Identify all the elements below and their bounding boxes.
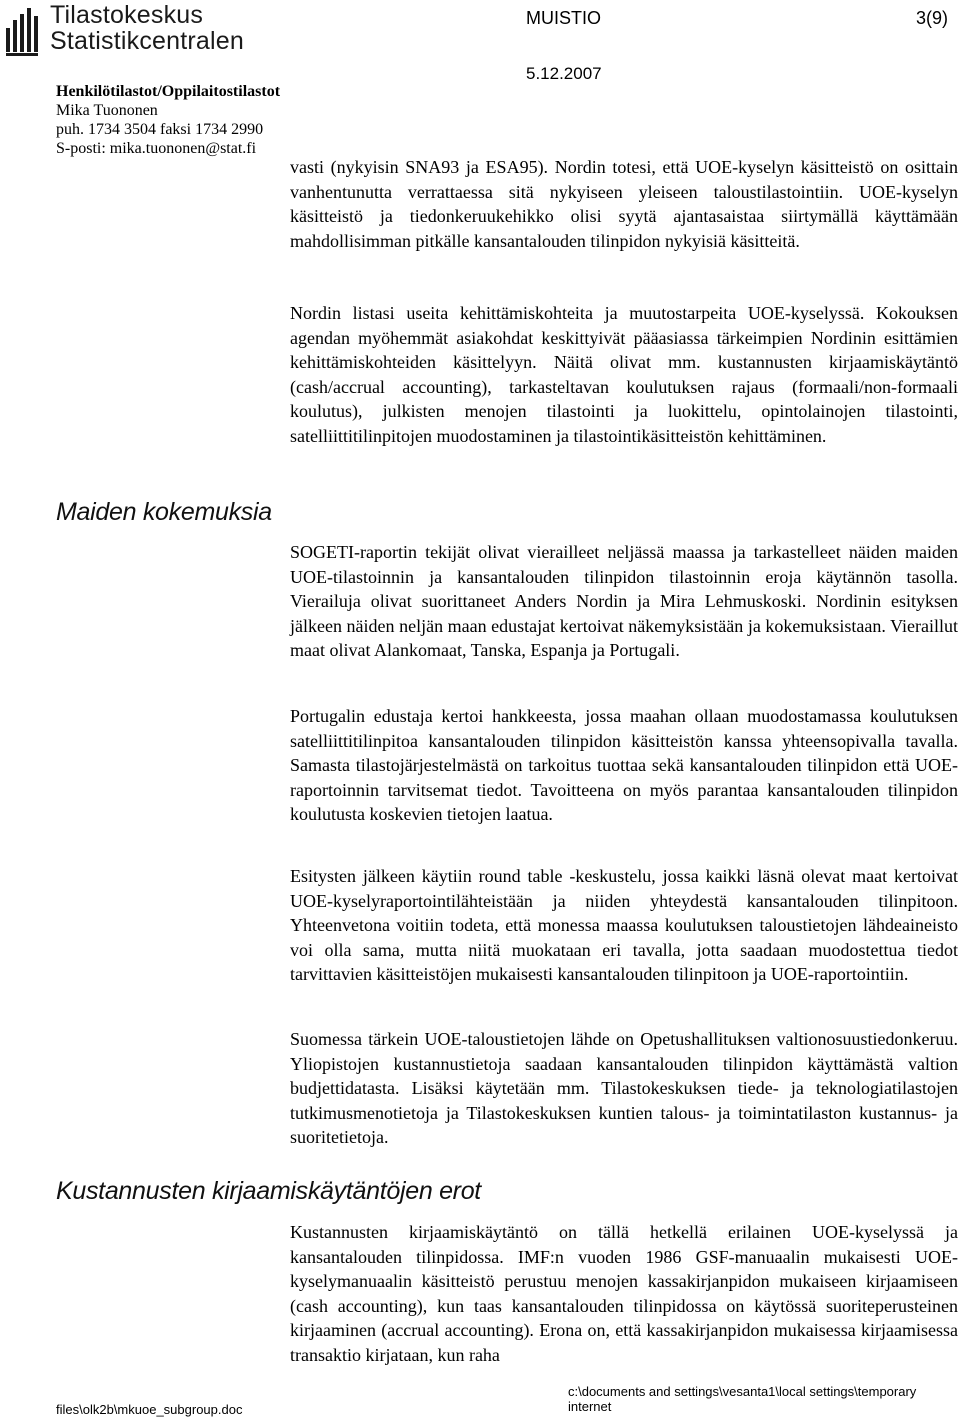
sender-department: Henkilötilastot/Oppilaitostilastot [56, 83, 281, 100]
footer-temp-path: c:\documents and settings\vesanta1\local settings\temporary internet [568, 1384, 917, 1414]
section-heading-kustannusten: Kustannusten kirjaamiskäytäntöjen erot [56, 1177, 481, 1205]
paragraph-1: vasti (nykyisin SNA93 ja ESA95). Nordin totesi, että UOE-kyselyn käsitteistö on osittain vanhentunutta verrattaessa sitä nykyiseen yleiseen taloustilastointiin. UOE-kyselyn käsitteistö ja tiedonkeruukehikko olisi syytä ajantasaistaa siirtymällä käyttämään mahdollisimman pitkälle kansantalouden tilinpidon nykyisiä käsitteitä. [290, 157, 958, 251]
sender-name: Mika Tuononen [56, 102, 158, 119]
paragraph-5: Esitysten jälkeen käytiin round table -keskustelu, jossa kaikki läsnä olevat maat kertoivat UOE-kyselyraportointilähteistään ja niiden yhteydestä kansantalouden tilinpitoon. Yhteenvetona voitiin todeta, että monessa maassa koulutuksen taloustietojen lähdeaineisto voi olla sama, mutta niitä muokataan eri tavalla, jotta saadaan muodostettua tiedot tarvittavien käsitteistöjen mukaisesti kansantalouden tilinpitoon ja UOE-raportointiin. [290, 866, 958, 985]
document-date: 5.12.2007 [526, 64, 602, 83]
paragraph-7: Kustannusten kirjaamiskäytäntö on tällä hetkellä erilainen UOE-kyselyssä ja kansantalouden tilinpidossa. IMF:n vuoden 1986 GSF-manuaalin mukaisesti UOE-kyselymanuaalin käsitteistö perustuu menojen kassakirjanpidon mukaiseen kirjaamiseen (cash accounting), kun taas kansantalouden tilinpidossa on käytössä suoriteperusteinen kirjaaminen (accrual accounting). Erona on, että kassakirjanpidon mukaisessa kirjaamisessa transaktio kirjataan, kun raha [290, 1222, 958, 1365]
document-type: MUISTIO [526, 8, 601, 28]
logo-line-1: Tilastokeskus [50, 1, 204, 29]
footer-file-path: files\olk2b\mkuoe_subgroup.doc [56, 1402, 243, 1417]
logo-line-2: Statistikcentralen [50, 27, 244, 55]
tilastokeskus-logo [4, 2, 264, 58]
sender-block [56, 82, 280, 158]
paragraph-2: Nordin listasi useita kehittämiskohteita ja muutostarpeita UOE-kyselyssä. Kokouksen agendan myöhemmät asiakohdat keskittyivät pääasiassa tärkeimpien Nordinin esittämien kehittämiskohteiden käsittelyyn. Näitä olivat mm. kustannusten kirjaamiskäytäntö (cash/accrual accounting), tarkasteltavan koulutuksen rajaus (formaali/non-formaali koulutus), julkisten menojen tilastointi ja luokittelu, opintolainojen tilastointi, satelliittitilinpitojen muodostaminen ja tilastointikäsitteistön kehittäminen. [290, 303, 958, 446]
sender-phone: puh. 1734 3504 faksi 1734 2990 [56, 121, 264, 138]
tilastokeskus-logo-icon [4, 6, 44, 58]
page-number: 3(9) [915, 8, 948, 28]
sender-email: S-posti: mika.tuononen@stat.fi [56, 140, 257, 157]
section-heading-maiden-kokemuksia: Maiden kokemuksia [56, 498, 272, 526]
paragraph-6: Suomessa tärkein UOE-taloustietojen lähde on Opetushallituksen valtionosuustiedonkeruu. Yliopistojen kustannustietoja saadaan kansantalouden tilinpidon käyttämästä valtion budjettidatasta. Lisäksi käytetään mm. Tilastokeskuksen tiede- ja teknologiatilastojen tutkimusmenotietoja ja Tilastokeskuksen kuntien talous- ja toimintatilaston kustannus- ja suoritetietoja. [290, 1029, 958, 1148]
paragraph-3: SOGETI-raportin tekijät olivat vierailleet neljässä maassa ja tarkastelleet näiden maiden UOE-tilastoinnin ja kansantalouden tilinpidon tilastoinnin eroja käytännön tasolla. Vierailuja olivat suorittaneet Anders Nordin ja Mira Lehmuskoski. Nordinin esityksen jälkeen näiden neljän maan edustajat kertoivat näkemyksistään ja kokemuksistaan. Vieraillut maat olivat Alankomaat, Tanska, Espanja ja Portugali. [290, 542, 958, 661]
paragraph-4: Portugalin edustaja kertoi hankkeesta, jossa maahan ollaan muodostamassa koulutuksen satelliittitilinpitoa kansantalouden tilinpidon käsitteistön kanssa yhteensopivalla tavalla. Samasta tilastojärjestelmästä on tarkoitus tuottaa sekä kansantalouden tilinpidon että UOE-raportoinnin tarvitsemat tiedot. Tavoitteena on myös parantaa kansantalouden tilinpidon koulutusta koskevien tietojen laatua. [290, 706, 958, 825]
